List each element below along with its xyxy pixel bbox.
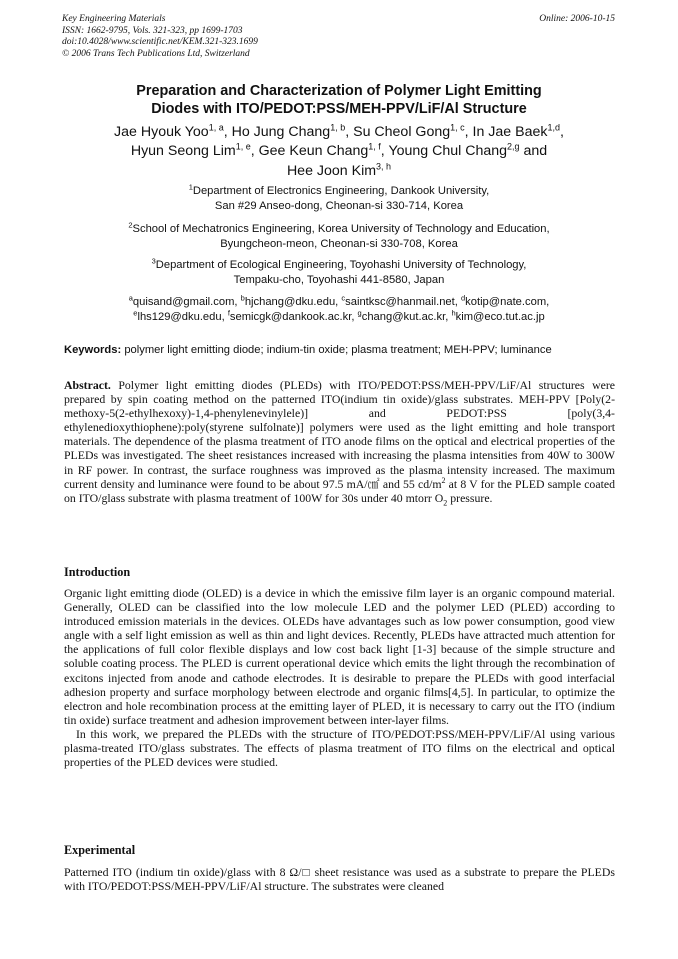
author-name: Ho Jung Chang xyxy=(231,124,331,140)
author-sup: 1, c xyxy=(450,122,465,133)
email-list: $^a$quisand@gmail.com, $^b$hjchang@dku.edu, $^c$saintksc@hanmail.net, $^d$kotip@nate.com, $^e$lhs129@dku.edu, $^f$semicgk@dankook.ac.kr, $^g$chang@kut.ac.kr, $^h$kim@eco.tut.ac.jp xyxy=(128,293,550,323)
experimental-body: Patterned ITO (indium tin oxide)/glass with 8 Ω/□ sheet resistance was used as a substrate to prepare the PLEDs with ITO/PEDOT:PSS/MEH-PPV/LiF/Al structure. The substrates were cleaned xyxy=(64,865,615,894)
doi-line: doi:10.4028/www.scientific.net/KEM.321-323.1699 xyxy=(62,37,258,48)
paper-title xyxy=(60,82,618,118)
author-sup: 1,d xyxy=(547,122,560,133)
online-date: Online: 2006-10-15 xyxy=(539,14,615,24)
author-sep: , xyxy=(464,124,473,140)
affiliation-line: Tempaku-cho, Toyohashi 441-8580, Japan xyxy=(233,273,445,286)
abstract-text: Polymer light emitting diodes (PLEDs) with ITO/PEDOT:PSS/MEH-PPV/LiF/Al structures were prepared by spin coating method on the patterned ITO(indium tin oxide)/glass substrates. MEH-PPV [Poly(2-methoxy-5(2-ethylhexoxy)-1,4-phenylenevinylele)] and PEDOT:PSS [poly(3,4-ethylenedioxythiophene):poly(styrene sulfolnate)] polymers were used as the light emitting and hole transport materials. The dependence of the plasma treatment of ITO anode films on the optical and electrical properties of the PLEDs was investigated. The sheet resistances increased with increasing the plasma intensities from 40W to 300W in RF power. In contrast, the surface roughness was improved as the plasma intensity increased. The maximum current density and luminance were found to be about 97.5 mA/㎠ and 55 cd/m xyxy=(64,378,615,491)
affiliation-number: 1 xyxy=(188,182,193,192)
email-sup: c xyxy=(341,293,346,303)
affiliation-line: Department of Electronics Engineering, Dankook University, xyxy=(192,185,490,197)
introduction-paragraph-1: Organic light emitting diode (OLED) is a device in which the emissive film layer is an organic compound material. Generally, OLED can be classified into the low molecule LED and the polymer LED (PLED) according to introduced emission materials in the devices. OLEDs have advantages such as low power consumption, good view angle with a self light emission as well as thin and light devices. Recently, PLEDs have attracted much attention for the applications of full color flexible displays and low cost back light [1-3] because of the simple structure and soluble coating process. The PLED is current operational device which emits the light through the recombination of excitons injected from anode and cathode electrodes. It is desirable to prepare the PLEDs with good interfacial adhesion property and surface morphology between electrode and organic films[4,5]. In particular, to optimize the electron and hole recombination process at the emitting layer of PLED, it is necessary to carry out the ITO (indium tin oxide) surface treatment and adhesion improvement between inter-layer films. xyxy=(64,586,615,727)
abstract-text: at 8 V for the PLED sample coated on ITO/glass substrate with plasma treatment of 100W for 30s under 40 mtorr O xyxy=(64,476,615,505)
author-sep: , xyxy=(345,124,354,140)
journal-header xyxy=(62,14,615,60)
author-name: Hyun Seong Lim xyxy=(130,143,236,160)
author-list xyxy=(60,123,618,181)
affiliation-3 xyxy=(60,258,618,287)
copyright-line: © 2006 Trans Tech Publications Ltd, Switzerland xyxy=(62,48,250,59)
email-address[interactable]: chang@kut.ac.kr xyxy=(361,310,446,323)
email-address[interactable]: hjchang@dku.edu xyxy=(244,296,336,308)
email-address[interactable]: quisand@gmail.com xyxy=(132,296,235,308)
issn-line: ISSN: 1662-9795, Vols. 321-323, pp 1699-1703 xyxy=(62,25,243,36)
affiliation-line: School of Mechatronics Engineering, Korea University of Technology and Education, xyxy=(132,223,550,235)
keywords xyxy=(64,343,618,357)
abstract-sub: 2 xyxy=(443,498,448,508)
introduction-paragraph-2: In this work, we prepared the PLEDs with the structure of ITO/PEDOT:PSS/MEH-PPV/LiF/Al using various plasma-treated ITO/glass substrates. The effects of plasma treatment of ITO films on the electrical and optical properties of the PLED devices were studied. xyxy=(64,726,615,770)
email-address[interactable]: kim@eco.tut.ac.jp xyxy=(455,310,545,323)
author-name: Gee Keun Chang xyxy=(258,143,369,160)
author-sup: 2,g xyxy=(507,141,520,152)
affiliation-number: 3 xyxy=(151,256,156,266)
affiliation-1 xyxy=(60,184,618,213)
email-sup: f xyxy=(227,307,230,317)
abstract-sup: 2 xyxy=(441,475,446,485)
introduction-body xyxy=(64,586,615,769)
title-line-2: Diodes with ITO/PEDOT:PSS/MEH-PPV/LiF/Al Structure xyxy=(151,101,527,117)
affiliation-2 xyxy=(60,222,618,251)
author-sup: 1, e xyxy=(235,141,251,152)
author-name: Hee Joon Kim xyxy=(286,162,377,179)
author-sep: , xyxy=(250,143,259,160)
author-sep: , xyxy=(559,124,564,140)
abstract xyxy=(64,378,615,508)
email-sup: g xyxy=(357,307,362,317)
email-address[interactable]: lhs129@dku.edu xyxy=(137,310,222,323)
abstract-text: pressure. xyxy=(447,490,493,505)
author-name: Young Chul Chang xyxy=(388,143,508,160)
experimental-heading: Experimental xyxy=(64,843,136,857)
email-address[interactable]: semicgk@dankook.ac.kr xyxy=(229,310,352,323)
author-sup: 1, f xyxy=(368,141,381,152)
author-sup: 3, h xyxy=(376,161,392,172)
keywords-label: Keywords: xyxy=(64,344,122,356)
author-name: Jae Hyouk Yoo xyxy=(114,124,209,140)
affiliation-line: Byungcheon-meon, Cheonan-si 330-708, Korea xyxy=(220,237,458,250)
abstract-label: Abstract. xyxy=(64,378,111,392)
email-sup: h xyxy=(451,307,456,317)
affiliation-line: Department of Ecological Engineering, Toyohashi University of Technology, xyxy=(155,259,527,271)
email-sup: a xyxy=(128,293,133,303)
author-sup: 1, a xyxy=(208,122,224,133)
affiliation-number: 2 xyxy=(128,220,133,230)
email-address[interactable]: saintksc@hanmail.net xyxy=(345,296,455,308)
author-sep: , xyxy=(223,124,232,140)
email-address[interactable]: kotip@nate.com xyxy=(465,296,547,308)
author-sup: 1, b xyxy=(330,122,346,133)
title-line-1: Preparation and Characterization of Polymer Light Emitting xyxy=(136,83,542,99)
journal-name: Key Engineering Materials xyxy=(62,14,166,24)
author-name: In Jae Baek xyxy=(472,124,548,140)
affiliation-line: San #29 Anseo-dong, Cheonan-si 330-714, Korea xyxy=(214,199,464,212)
keywords-text: polymer light emitting diode; indium-tin oxide; plasma treatment; MEH-PPV; luminance xyxy=(124,344,552,356)
introduction-heading: Introduction xyxy=(64,565,131,579)
email-sup: b xyxy=(240,293,245,303)
author-sep: and xyxy=(519,143,548,160)
email-sup: e xyxy=(133,307,138,317)
author-sep: , xyxy=(380,143,389,160)
author-name: Su Cheol Gong xyxy=(353,124,451,140)
email-sup: d xyxy=(460,293,466,303)
